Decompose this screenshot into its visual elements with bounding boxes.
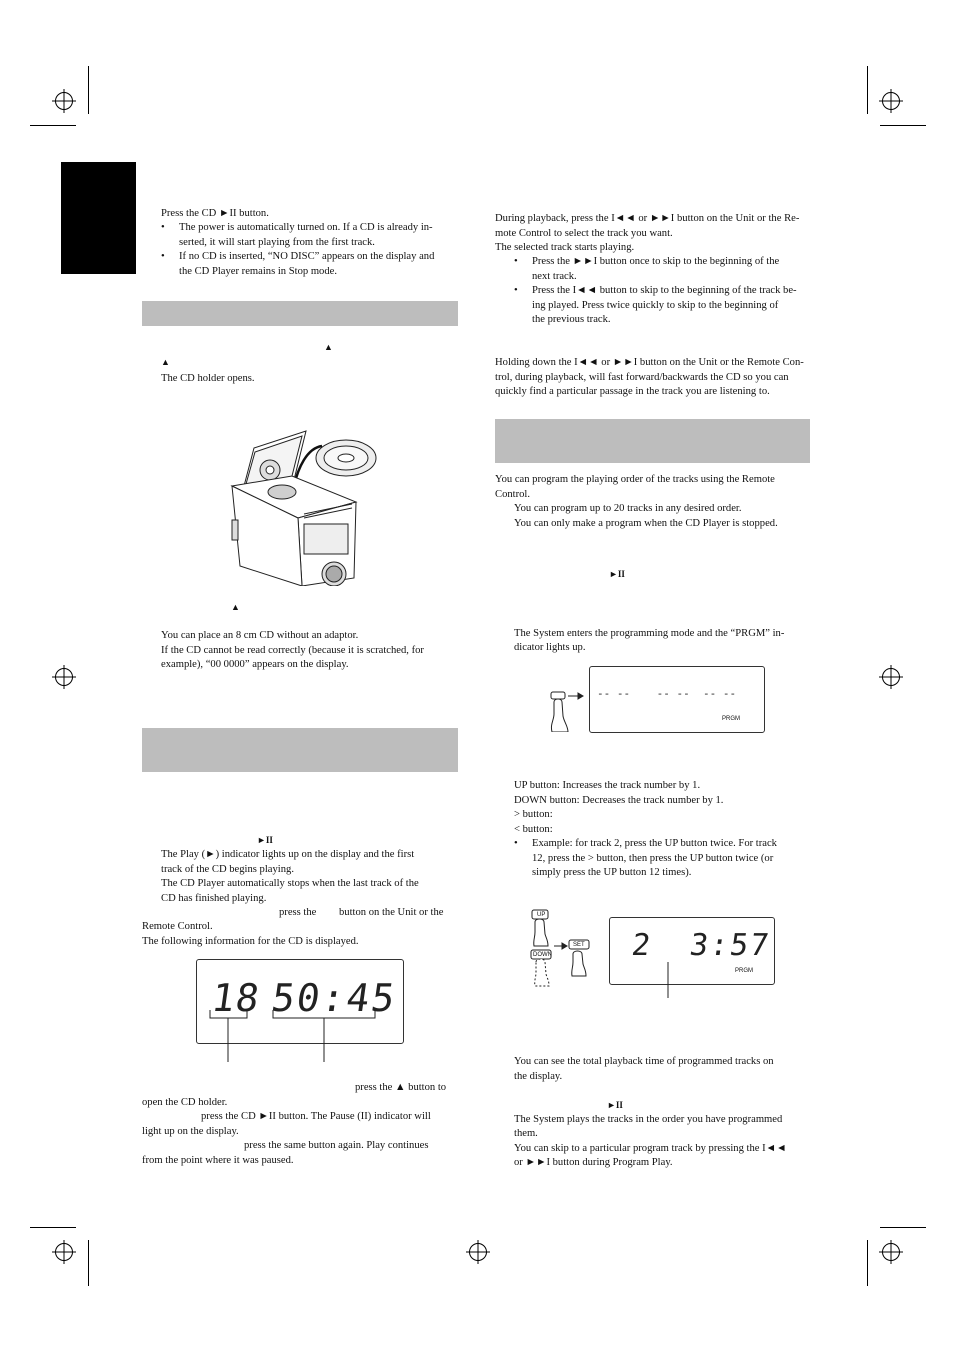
no-disc-note-line: If no CD is inserted, “NO DISC” appears on the display and	[179, 251, 435, 262]
info-displayed-text: The following information for the CD is displayed.	[142, 936, 359, 947]
eject-symbol: ▲	[324, 342, 333, 352]
up-button-text: UP button: Increases the track number by 1.	[514, 780, 701, 791]
total-time-readout: 50:45	[268, 976, 400, 1020]
crop-mark	[30, 125, 76, 126]
search-text: trol, during playback, will fast forward/backwards the CD so you can	[495, 372, 789, 383]
registration-mark-icon	[879, 1240, 903, 1264]
display-callout-brackets	[205, 1010, 385, 1065]
program-total-time-readout: 3:57	[687, 928, 773, 963]
press-play-instruction: Press the CD ►II button.	[161, 208, 269, 219]
skip-text: The selected track starts playing.	[495, 242, 635, 253]
program-play-text: them.	[514, 1128, 538, 1139]
pause-instruction: light up on the display.	[142, 1126, 239, 1137]
eject-instruction: open the CD holder.	[142, 1097, 228, 1108]
program-stopped-note: You can only make a program when the CD Player is stopped.	[514, 518, 778, 529]
close-symbol: ▲	[231, 602, 240, 612]
programming-mode-text: The System enters the programming mode and the “PRGM” in-	[514, 628, 785, 639]
registration-mark-icon	[879, 89, 903, 113]
skip-prev-note: the previous track.	[532, 314, 611, 325]
no-disc-note-line: the CD Player remains in Stop mode.	[179, 266, 338, 277]
bullet: •	[161, 251, 165, 262]
play-indicator-text: The Play (►) indicator lights up on the display and the first	[161, 849, 415, 860]
search-text: Holding down the I◄◄ or ►►I button on the Unit or the Remote Con-	[495, 357, 804, 368]
program-skip-text: or ►►I button during Program Play.	[514, 1157, 673, 1168]
auto-stop-text: The CD Player automatically stops when the last track of the	[161, 878, 419, 889]
up-button-label: UP	[537, 912, 546, 918]
registration-mark-icon	[466, 1240, 490, 1264]
program-skip-text: You can skip to a particular program track by pressing the I◄◄	[514, 1143, 787, 1154]
section-heading-bar	[142, 728, 458, 772]
up-down-set-illustration	[528, 908, 598, 988]
skip-next-note: Press the ►►I button once to skip to the beginning of the	[532, 256, 780, 267]
bullet: •	[514, 256, 518, 267]
note-8cm: You can place an 8 cm CD without an adaptor.	[161, 630, 359, 641]
search-text: quickly find a particular passage in the track you are listening to.	[495, 386, 770, 397]
program-limit-note: You can program up to 20 tracks in any desired order.	[514, 503, 742, 514]
finger-press-icon	[548, 690, 588, 732]
skip-text: During playback, press the I◄◄ or ►►I button on the Unit or the Re-	[495, 213, 800, 224]
play-symbol: ►II	[607, 1100, 623, 1110]
total-time-note: You can see the total playback time of programmed tracks on	[514, 1056, 774, 1067]
eject-instruction: press the ▲ button to	[355, 1082, 447, 1093]
bullet: •	[161, 222, 165, 233]
cd-unit-illustration	[222, 428, 382, 586]
total-time-note: the display.	[514, 1071, 563, 1082]
example-text: 12, press the > button, then press the UP button twice (or	[532, 853, 774, 864]
holder-opens-text: The CD holder opens.	[161, 373, 255, 384]
section-heading-bar	[142, 301, 458, 326]
auto-stop-text: CD has finished playing.	[161, 893, 267, 904]
prev-button-text: < button:	[514, 824, 553, 835]
pause-instruction: press the CD ►II button. The Pause (II) indicator will	[201, 1111, 431, 1122]
next-button-text: > button:	[514, 809, 553, 820]
program-play-text: The System plays the tracks in the order you have programmed	[514, 1114, 783, 1125]
skip-text: mote Control to select the track you want.	[495, 228, 673, 239]
bullet: •	[514, 838, 518, 849]
programming-mode-text: dicator lights up.	[514, 642, 586, 653]
resume-instruction: press the same button again. Play continues	[244, 1140, 429, 1151]
registration-mark-icon	[52, 89, 76, 113]
play-symbol: ►II	[609, 569, 625, 579]
program-intro-text: You can program the playing order of the tracks using the Remote	[495, 474, 775, 485]
note-read-error: If the CD cannot be read correctly (because it is scratched, for	[161, 645, 424, 656]
total-tracks-readout: 18	[208, 976, 263, 1020]
crop-mark	[867, 1240, 868, 1286]
note-read-error: example), “00 0000” appears on the display.	[161, 659, 349, 670]
crop-mark	[880, 1227, 926, 1228]
crop-mark	[88, 66, 89, 114]
crop-mark	[30, 1227, 76, 1228]
crop-mark	[867, 66, 868, 114]
registration-mark-icon	[52, 665, 76, 689]
program-intro-text: Control.	[495, 489, 531, 500]
power-note-line: serted, it will start playing from the first track.	[179, 237, 375, 248]
remote-control-text: Remote Control.	[142, 921, 213, 932]
set-button-label: SET	[573, 942, 585, 948]
skip-prev-note: ing played. Press twice quickly to skip to the beginning of	[532, 300, 779, 311]
crop-mark	[88, 1240, 89, 1286]
stop-instruction: button on the Unit or the	[339, 907, 444, 918]
skip-next-note: next track.	[532, 271, 577, 282]
power-note-line: The power is automatically turned on. If a CD is already in-	[179, 222, 433, 233]
down-button-label: DOWN	[533, 952, 552, 958]
example-text: Example: for track 2, press the UP button twice. For track	[532, 838, 777, 849]
language-side-tab	[61, 162, 136, 274]
program-display-dashes: -- -- -- -- -- --	[597, 687, 737, 700]
registration-mark-icon	[52, 1240, 76, 1264]
bullet: •	[514, 285, 518, 296]
time-callout-line	[666, 962, 670, 998]
down-button-text: DOWN button: Decreases the track number by 1.	[514, 795, 724, 806]
crop-mark	[880, 125, 926, 126]
play-indicator-text: track of the CD begins playing.	[161, 864, 294, 875]
program-track-readout: 2	[629, 928, 653, 963]
stop-instruction: press the	[279, 907, 317, 918]
prgm-indicator: PRGM	[722, 716, 740, 722]
skip-prev-note: Press the I◄◄ button to skip to the beginning of the track be-	[532, 285, 797, 296]
example-text: simply press the UP button 12 times).	[532, 867, 692, 878]
eject-symbol: ▲	[161, 357, 170, 367]
prgm-indicator: PRGM	[735, 968, 753, 974]
registration-mark-icon	[879, 665, 903, 689]
section-heading-bar	[495, 419, 810, 463]
resume-instruction: from the point where it was paused.	[142, 1155, 294, 1166]
play-symbol: ►II	[257, 835, 273, 845]
